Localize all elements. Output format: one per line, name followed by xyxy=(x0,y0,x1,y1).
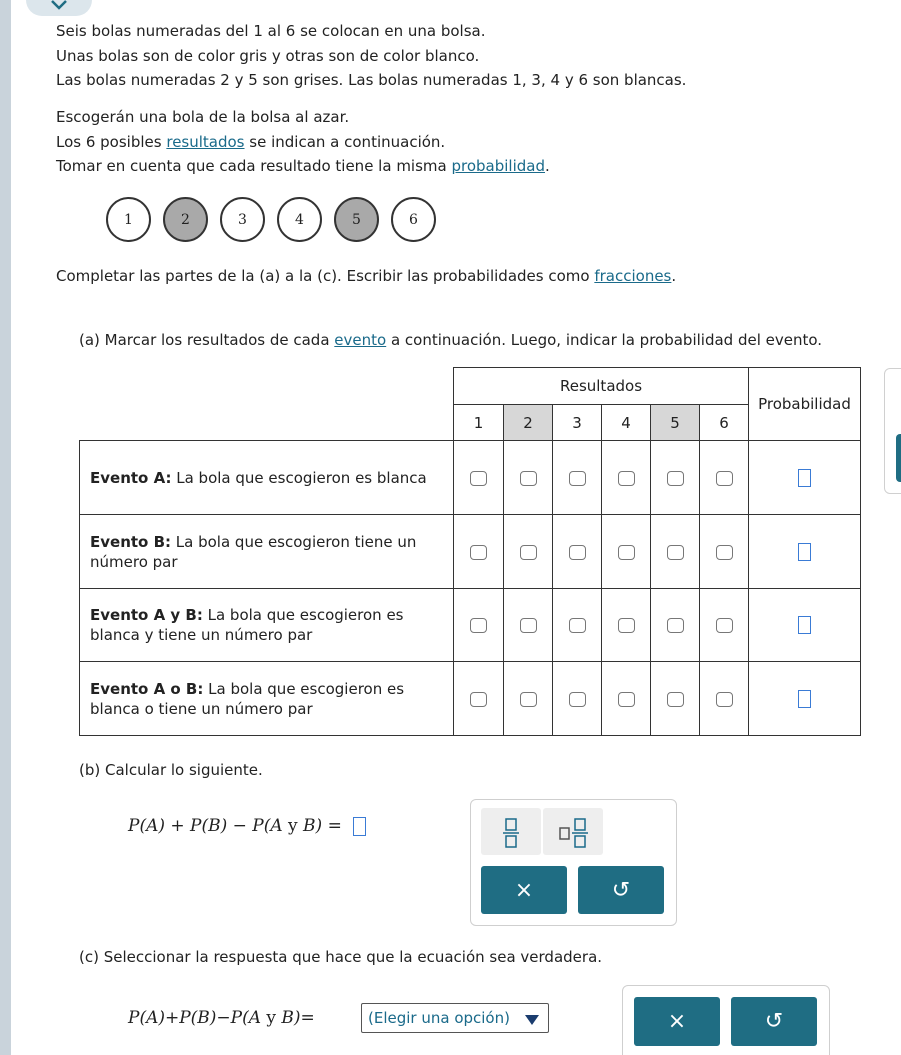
ball-3: 3 xyxy=(220,197,265,242)
undo-button-c[interactable]: ↺ xyxy=(731,997,817,1046)
collapse-tab[interactable] xyxy=(26,0,92,16)
part-c-button-panel xyxy=(622,985,830,1055)
event-aob-checkbox-4[interactable] xyxy=(618,692,635,707)
event-ab-checkbox-6[interactable] xyxy=(716,618,733,633)
fraction-icon xyxy=(481,808,541,855)
probabilidad-link[interactable]: probabilidad xyxy=(451,157,545,175)
event-aob-checkbox-2[interactable] xyxy=(520,692,537,707)
event-ab-probability-input[interactable] xyxy=(798,616,811,634)
event-b-label: Evento B: La bola que escogieron tiene un número par xyxy=(80,515,454,589)
event-a-or-b-label: Evento A o B: La bola que escogieron es blanca o tiene un número par xyxy=(80,662,454,736)
event-a-checkbox-2[interactable] xyxy=(520,471,537,486)
mixed-number-icon xyxy=(543,808,603,855)
intro-line-6: Tomar en cuenta que cada resultado tiene la misma probabilidad. xyxy=(56,157,550,175)
events-table xyxy=(79,367,861,736)
event-b-checkbox-3[interactable] xyxy=(569,545,586,560)
table-row xyxy=(80,589,861,662)
fracciones-link[interactable]: fracciones xyxy=(594,267,672,285)
chevron-down-icon xyxy=(50,0,68,10)
instruction: Completar las partes de la (a) a la (c). Escribir las probabilidades como fracciones. xyxy=(56,267,677,285)
ball-2: 2 xyxy=(163,197,208,242)
intro-line-1: Seis bolas numeradas del 1 al 6 se colocan en una bolsa. xyxy=(56,22,486,40)
outcome-header-4: 4 xyxy=(602,405,651,441)
event-aob-checkbox-3[interactable] xyxy=(569,692,586,707)
ball-4: 4 xyxy=(277,197,322,242)
part-b-answer-input[interactable] xyxy=(353,817,366,836)
mixed-number-button[interactable] xyxy=(543,808,603,855)
fraction-button[interactable] xyxy=(481,808,541,855)
outcome-header-3: 3 xyxy=(553,405,602,441)
intro-line-2: Unas bolas son de color gris y otras son de color blanco. xyxy=(56,47,480,65)
event-a-checkbox-4[interactable] xyxy=(618,471,635,486)
ball-5: 5 xyxy=(334,197,379,242)
event-b-checkbox-4[interactable] xyxy=(618,545,635,560)
clear-button-c[interactable]: × xyxy=(634,997,720,1046)
resultados-header: Resultados xyxy=(454,368,749,405)
intro-line-3: Las bolas numeradas 2 y 5 son grises. Las bolas numeradas 1, 3, 4 y 6 son blancas. xyxy=(56,71,687,89)
event-aob-checkbox-6[interactable] xyxy=(716,692,733,707)
part-a-label: (a) Marcar los resultados de cada evento a continuación. Luego, indicar la probabilidad del evento. xyxy=(79,331,823,349)
event-b-checkbox-6[interactable] xyxy=(716,545,733,560)
resultados-link[interactable]: resultados xyxy=(166,133,245,151)
outcome-header-6: 6 xyxy=(700,405,749,441)
intro-line-4: Escogerán una bola de la bolsa al azar. xyxy=(56,108,350,126)
outcome-header-1: 1 xyxy=(454,405,504,441)
event-a-checkbox-5[interactable] xyxy=(667,471,684,486)
dropdown-arrow-icon xyxy=(525,1015,539,1025)
event-ab-checkbox-3[interactable] xyxy=(569,618,586,633)
intro-line-5: Los 6 posibles resultados se indican a continuación. xyxy=(56,133,446,151)
part-c-equation: P(A)+P(B)−P(A y B)= xyxy=(128,1008,315,1028)
side-panel-toggle[interactable] xyxy=(896,434,901,482)
event-ab-checkbox-5[interactable] xyxy=(667,618,684,633)
evento-link[interactable]: evento xyxy=(334,331,387,349)
table-row xyxy=(80,662,861,736)
part-c-label: (c) Seleccionar la respuesta que hace que la ecuación sea verdadera. xyxy=(79,948,603,966)
select-value: (Elegir una opción) xyxy=(368,1009,510,1027)
probabilidad-header: Probabilidad xyxy=(749,368,861,441)
event-ab-checkbox-2[interactable] xyxy=(520,618,537,633)
event-aob-checkbox-5[interactable] xyxy=(667,692,684,707)
left-scroll-bar xyxy=(0,0,11,1055)
undo-button[interactable]: ↺ xyxy=(578,866,664,914)
event-b-probability-input[interactable] xyxy=(798,543,811,561)
table-row xyxy=(80,441,861,515)
outcome-header-2: 2 xyxy=(504,405,553,441)
event-aob-checkbox-1[interactable] xyxy=(470,692,487,707)
event-a-and-b-label: Evento A y B: La bola que escogieron es blanca y tiene un número par xyxy=(80,589,454,662)
outcome-header-5: 5 xyxy=(651,405,700,441)
event-a-probability-input[interactable] xyxy=(798,469,811,487)
table-row xyxy=(80,515,861,589)
clear-button[interactable]: × xyxy=(481,866,567,914)
ball-1: 1 xyxy=(106,197,151,242)
event-a-checkbox-6[interactable] xyxy=(716,471,733,486)
event-a-checkbox-3[interactable] xyxy=(569,471,586,486)
event-b-checkbox-2[interactable] xyxy=(520,545,537,560)
event-ab-checkbox-1[interactable] xyxy=(470,618,487,633)
event-a-checkbox-1[interactable] xyxy=(470,471,487,486)
ball-6: 6 xyxy=(391,197,436,242)
option-select[interactable] xyxy=(361,1003,549,1033)
event-aob-probability-input[interactable] xyxy=(798,690,811,708)
event-a-label: Evento A: La bola que escogieron es blanca xyxy=(80,441,454,515)
event-ab-checkbox-4[interactable] xyxy=(618,618,635,633)
part-b-equation: P(A) + P(B) − P(A y B) = xyxy=(128,816,366,836)
part-b-input-panel xyxy=(470,799,677,926)
part-b-label: (b) Calcular lo siguiente. xyxy=(79,761,263,779)
event-b-checkbox-1[interactable] xyxy=(470,545,487,560)
event-b-checkbox-5[interactable] xyxy=(667,545,684,560)
